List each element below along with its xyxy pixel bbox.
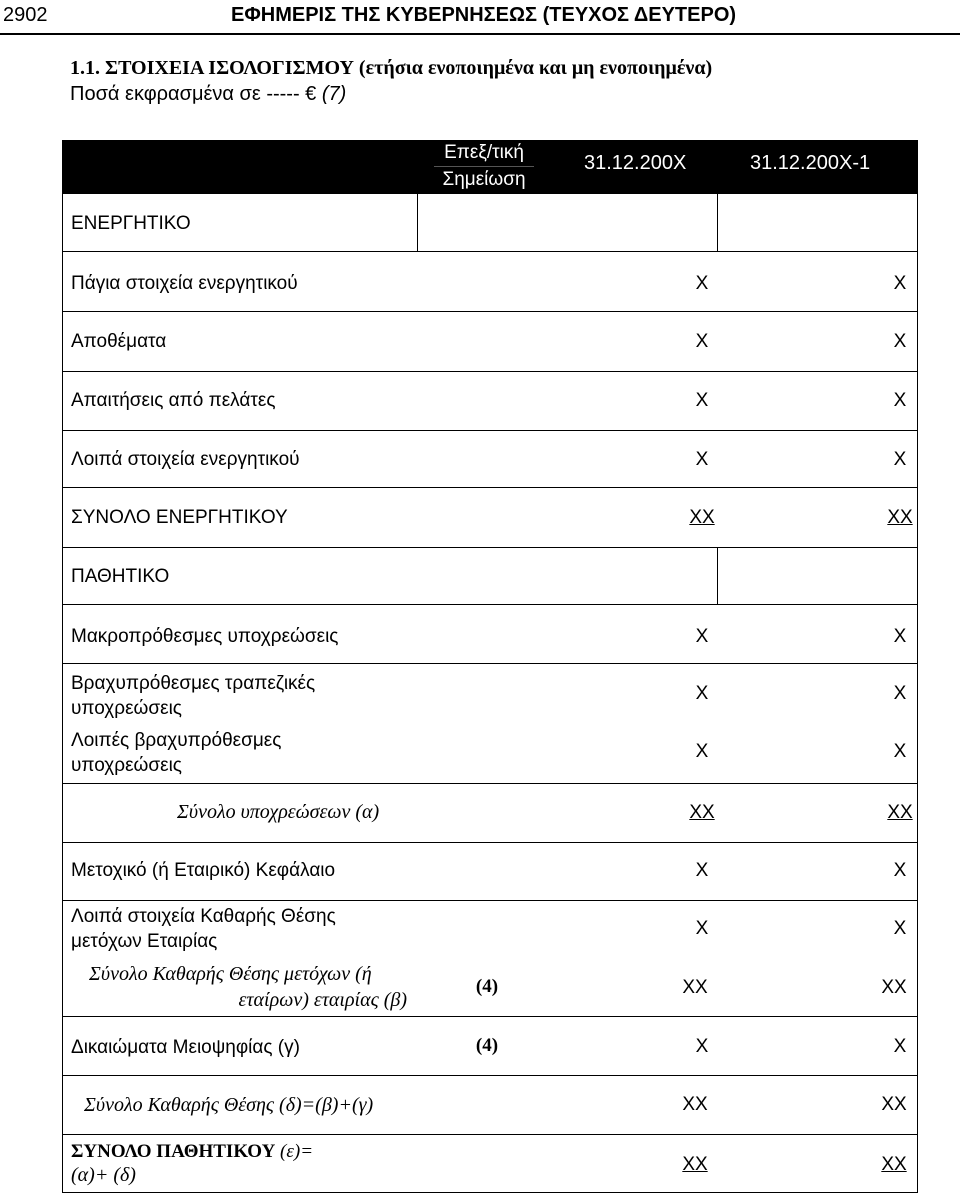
value-previous: XX	[887, 802, 913, 823]
row-divider	[62, 1075, 918, 1076]
row-label-bold: ΣΥΝΟΛΟ ΠΑΘΗΤΙΚΟΥ	[71, 1141, 276, 1162]
value-previous: X	[893, 390, 907, 411]
table-border-left	[62, 194, 63, 1193]
row-divider	[62, 430, 918, 431]
column-divider	[717, 194, 718, 251]
row-label-total-liabilities: Σύνολο υποχρεώσεων (α)	[177, 801, 380, 823]
value-previous: X	[893, 683, 907, 704]
row-label-line2: μετόχων Εταιρίας	[71, 931, 218, 952]
value-previous: X	[893, 860, 907, 881]
value-current: XX	[682, 977, 708, 998]
column-divider	[717, 547, 718, 604]
row-divider	[62, 547, 918, 548]
value-current: X	[695, 390, 709, 411]
head-date-current: 31.12.200X	[584, 152, 687, 174]
row-label: Πάγια στοιχεία ενεργητικού	[71, 273, 298, 294]
row-label: Δικαιώματα Μειοψηφίας (γ)	[71, 1037, 300, 1058]
row-label-line2: υποχρεώσεις	[71, 698, 182, 719]
table-border-bottom	[62, 1192, 918, 1193]
row-label-line1: Βραχυπρόθεσμες τραπεζικές	[71, 673, 316, 694]
head-note-column	[432, 140, 536, 194]
row-label-assets-heading: ΕΝΕΡΓΗΤΙΚΟ	[71, 213, 191, 234]
value-previous: X	[893, 918, 907, 939]
head-date-previous: 31.12.200X-1	[750, 152, 871, 174]
section-title: 1.1. ΣΤΟΙΧΕΙΑ ΙΣΟΛΟΓΙΣΜΟΥ (ετήσια ενοποιημένα και μη ενοποιημένα)	[70, 57, 713, 79]
row-label: Αποθέματα	[71, 331, 167, 352]
row-label-total-assets: ΣΥΝΟΛΟ ΕΝΕΡΓΗΤΙΚΟΥ	[71, 507, 288, 528]
value-previous: XX	[881, 1154, 907, 1175]
row-divider	[62, 371, 918, 372]
value-previous: X	[893, 1036, 907, 1057]
explanatory-note-ref: (4)	[475, 1035, 499, 1056]
value-previous: X	[893, 741, 907, 762]
amounts-note-text: Ποσά εκφρασμένα σε ----- €	[70, 83, 317, 105]
value-previous: XX	[881, 1094, 907, 1115]
row-label: Μετοχικό (ή Εταιρικό) Κεφάλαιο	[71, 860, 336, 881]
value-previous: XX	[887, 507, 913, 528]
gazette-title: ΕΦΗΜΕΡΙΣ ΤΗΣ ΚΥΒΕΡΝΗΣΕΩΣ (ΤΕΥΧΟΣ ΔΕΥΤΕΡΟ)	[231, 4, 737, 26]
row-divider	[62, 783, 918, 784]
row-divider	[62, 604, 918, 605]
page-number: 2902	[3, 4, 48, 26]
row-divider	[62, 663, 918, 664]
balance-sheet-table	[62, 140, 918, 1193]
row-label-line1: Σύνολο Καθαρής Θέσης μετόχων (ή	[89, 963, 372, 985]
value-previous: XX	[881, 977, 907, 998]
amounts-note	[70, 83, 346, 106]
amounts-note-ref: (7)	[321, 83, 347, 105]
value-previous: X	[893, 331, 907, 352]
value-current: XX	[682, 1154, 708, 1175]
row-label: Λοιπά στοιχεία ενεργητικού	[71, 449, 300, 470]
value-current: X	[695, 273, 709, 294]
row-label-line1: Λοιπές βραχυπρόθεσμες	[71, 730, 282, 751]
value-previous: X	[893, 626, 907, 647]
column-divider	[417, 194, 418, 251]
value-current: X	[695, 449, 709, 470]
value-current: X	[695, 683, 709, 704]
value-current: XX	[689, 507, 715, 528]
table-head	[62, 140, 918, 194]
head-note-line1: Επεξ/τική	[444, 142, 524, 163]
row-divider	[62, 842, 918, 843]
value-previous: X	[893, 449, 907, 470]
row-label: Μακροπρόθεσμες υποχρεώσεις	[71, 626, 339, 647]
row-label-line2: υποχρεώσεις	[71, 755, 182, 776]
value-current: X	[695, 331, 709, 352]
row-divider	[62, 1134, 918, 1135]
row-label-total-equity: Σύνολο Καθαρής Θέσης (δ)=(β)+(γ)	[84, 1094, 374, 1116]
value-current: X	[695, 1036, 709, 1057]
row-divider	[62, 900, 918, 901]
row-divider	[62, 1016, 918, 1017]
row-divider	[62, 311, 918, 312]
row-label: Απαιτήσεις από πελάτες	[71, 390, 276, 411]
row-label-line2: (α)+ (δ)	[71, 1164, 136, 1186]
value-current: X	[695, 741, 709, 762]
row-label-line1: Λοιπά στοιχεία Καθαρής Θέσης	[71, 906, 336, 927]
row-label-formula: (ε)=	[280, 1141, 314, 1162]
row-label-total-liabilities-equity	[71, 1139, 313, 1164]
value-previous: X	[893, 273, 907, 294]
value-current: XX	[689, 802, 715, 823]
value-current: X	[695, 626, 709, 647]
head-note-line2: Σημείωση	[442, 169, 526, 190]
value-current: XX	[682, 1094, 708, 1115]
header-rule	[0, 33, 960, 35]
gazette-header	[0, 0, 960, 40]
row-label-liabilities-heading: ΠΑΘΗΤΙΚΟ	[71, 566, 170, 587]
row-divider	[62, 487, 918, 488]
value-current: X	[695, 860, 709, 881]
explanatory-note-ref: (4)	[475, 976, 499, 997]
row-label-line2: εταίρων) εταιρίας (β)	[238, 989, 407, 1011]
value-current: X	[695, 918, 709, 939]
row-divider	[62, 251, 918, 252]
